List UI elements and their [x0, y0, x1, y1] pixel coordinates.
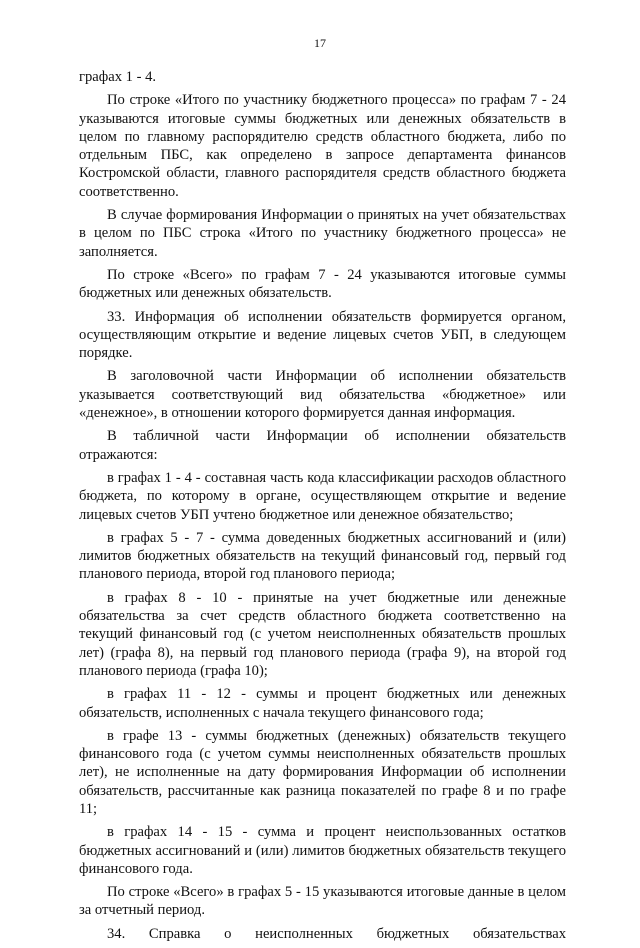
paragraph-columns-11-12: в графах 11 - 12 - суммы и процент бюджетных или денежных обязательств, исполненных с начала текущего финансового года; [79, 686, 566, 721]
paragraph-itogo-participant: По строке «Итого по участнику бюджетного процесса» по графам 7 - 24 указываются итоговые суммы бюджетных или денежных обязательств в целом по главному распорядителю средств областного бюджета, либо по отдельным ПБС, как определено в запросе департамента финансов Костромской области, главного распорядителя средств областного бюджета соответственно. [79, 92, 566, 200]
document-body [79, 68, 566, 948]
paragraph-vsego-7-24: По строке «Всего» по графам 7 - 24 указываются итоговые суммы бюджетных или денежных обязательств. [79, 266, 566, 302]
paragraph-columns-14-15: в графах 14 - 15 - сумма и процент неиспользованных остатков бюджетных ассигнований и (или) лимитов бюджетных обязательств текущего финансового года. [79, 824, 566, 877]
paragraph-column-13: в графе 13 - суммы бюджетных (денежных) обязательств текущего финансового года (с учетом суммы неисполненных обязательств прошлых лет), не исполненные на дату формирования Информации об исполнении обязательств, рассчитанные как разница показателей по графе 8 и по графе 11; [79, 727, 566, 817]
paragraph-vsego-5-15: По строке «Всего» в графах 5 - 15 указываются итоговые данные в целом за отчетный период. [79, 884, 566, 919]
paragraph-pbs-case: В случае формирования Информации о принятых на учет обязательствах в целом по ПБС строка «Итого по участнику бюджетного процесса» не заполняется. [79, 207, 566, 260]
paragraph-columns-5-7: в графах 5 - 7 - сумма доведенных бюджетных ассигнований и (или) лимитов бюджетных обязательств на текущий финансовый год, первый год планового периода, второй год планового периода; [79, 529, 566, 583]
page-number: 17 [314, 36, 326, 50]
paragraph-table-part: В табличной части Информации об исполнении обязательств отражаются: [79, 428, 566, 463]
paragraph-columns-1-4: в графах 1 - 4 - составная часть кода классификации расходов областного бюджета, по которому в органе, осуществляющем открытие и ведение лицевых счетов УБП учтено бюджетное или денежное обязательство; [79, 469, 566, 523]
paragraph-columns-8-10: в графах 8 - 10 - принятые на учет бюджетные или денежные обязательства за счет средств областного бюджета соответственно на текущий финансовый год (с учетом неисполненных обязательств прошлых лет) (графа 8), на первый год планового периода (графа 9), на второй год планового периода (графа 10); [79, 589, 566, 679]
paragraph-item-34: 34. Справка о неисполненных бюджетных обязательствах [107, 925, 566, 942]
paragraph-header-part: В заголовочной части Информации об исполнении обязательств указывается соответствующий вид обязательства «бюджетное» или «денежное», в отношении которого формируется данная информация. [79, 368, 566, 422]
paragraph-continuation: графах 1 - 4. [79, 69, 157, 85]
paragraph-item-33: 33. Информация об исполнении обязательств формируется органом, осуществляющим открытие и ведение лицевых счетов УБП, в следующем порядке. [79, 308, 566, 362]
